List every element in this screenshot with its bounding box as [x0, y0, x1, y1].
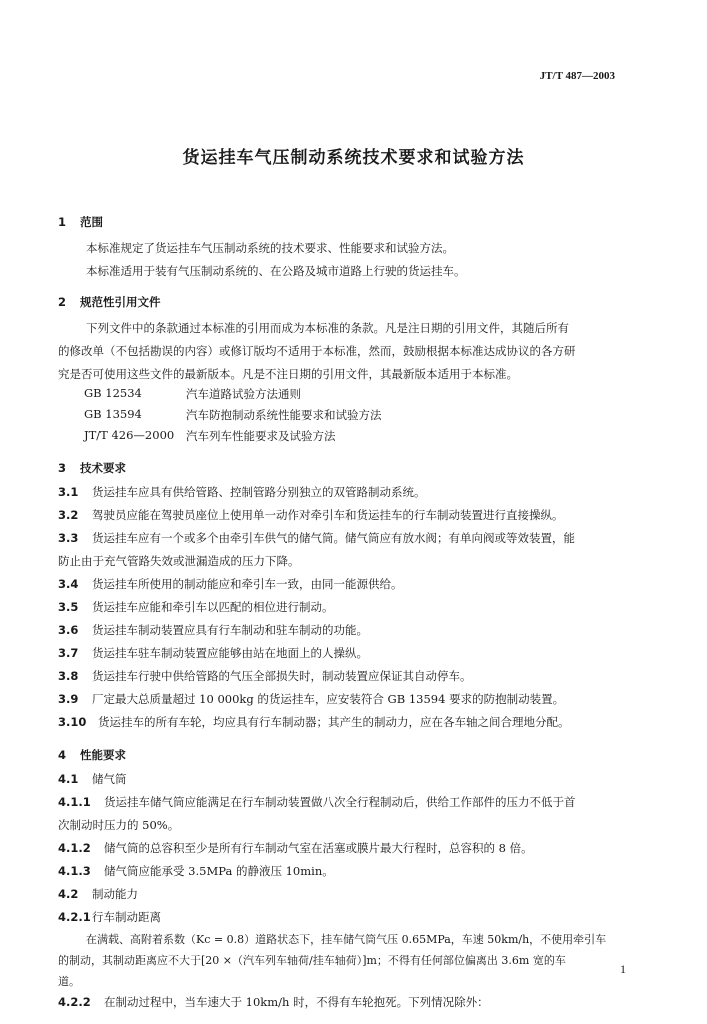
- paragraph: 本标准规定了货运挂车气压制动系统的技术要求、性能要求和试验方法。: [86, 241, 454, 255]
- clause-number: 3.5: [58, 600, 79, 614]
- subsection-heading: [58, 771, 127, 787]
- clause-text: 厂定最大总质量超过 10 000kg 的货运挂车，应安装符合 GB 13594 要求的防抱制动装置。: [92, 692, 565, 706]
- clause-item: [58, 507, 564, 523]
- clause-number: 3.6: [58, 623, 79, 637]
- clause-number: 4.2.2: [58, 995, 91, 1009]
- reference-item: [84, 428, 336, 443]
- paragraph-line: 究是否可使用这些文件的最新版本。凡是不注日期的引用文件，其最新版本适用于本标准。: [58, 367, 518, 381]
- paragraph-line: 下列文件中的条款通过本标准的引用而成为本标准的条款。凡是注日期的引用文件，其随后所有: [86, 321, 569, 335]
- reference-name: 汽车列车性能要求及试验方法: [186, 429, 336, 443]
- clause-number: 4.1.1: [58, 795, 91, 809]
- clause-number: 3.9: [58, 692, 79, 706]
- section-title: 性能要求: [80, 748, 126, 762]
- clause-number: 3.4: [58, 577, 79, 591]
- standard-number: JT/T 487—2003: [539, 70, 615, 82]
- clause-number: 4.1.3: [58, 864, 91, 878]
- paragraph-line: 在满载、高附着系数（Kc = 0.8）道路状态下，挂车储气筒气压 0.65MPa，车速 50km/h，不使用牵引车: [86, 933, 607, 946]
- reference-code: JT/T 426—2000: [84, 428, 175, 442]
- paragraph-line: 道。: [58, 975, 80, 988]
- reference-code: GB 13594: [84, 407, 142, 421]
- clause-number: 3.8: [58, 669, 79, 683]
- clause-text: 货运挂车应具有供给管路、控制管路分别独立的双管路制动系统。: [92, 485, 426, 499]
- clause-text: 在制动过程中，当车速大于 10km/h 时，不得有车轮抱死。下列情况除外：: [104, 995, 489, 1009]
- clause-number: 4.2: [58, 887, 79, 901]
- clause-item: [58, 576, 403, 592]
- reference-code: GB 12534: [84, 386, 142, 400]
- clause-text: 货运挂车制动装置应具有行车制动和驻车制动的功能。: [92, 623, 368, 637]
- reference-name: 汽车道路试验方法通则: [186, 387, 301, 401]
- page-number: 1: [620, 962, 626, 976]
- clause-item: [58, 794, 576, 810]
- section-3-heading: [58, 460, 126, 476]
- section-number: 4: [58, 748, 67, 762]
- clause-number: 3.1: [58, 485, 79, 499]
- clause-text: 驾驶员应能在驾驶员座位上使用单一动作对牵引车和货运挂车的行车制动装置进行直接操纵。: [92, 508, 564, 522]
- subsection-heading: [58, 886, 138, 902]
- clause-text: 货运挂车行驶中供给管路的气压全部损失时，制动装置应保证其自动停车。: [92, 669, 472, 683]
- clause-number: 4.1: [58, 772, 79, 786]
- subsection-heading: [58, 909, 161, 925]
- clause-number: 3.3: [58, 531, 79, 545]
- section-4-heading: [58, 747, 126, 763]
- section-2-heading: [58, 294, 161, 310]
- clause-text: 货运挂车所使用的制动能应和牵引车一致，由同一能源供给。: [92, 577, 403, 591]
- clause-text: 货运挂车应有一个或多个由牵引车供气的储气筒。储气筒应有放水阀；有单向阀或等效装置，能: [92, 531, 575, 545]
- clause-text: 货运挂车应能和牵引车以匹配的相位进行制动。: [92, 600, 334, 614]
- clause-item: [58, 863, 334, 879]
- subsection-title: 行车制动距离: [92, 910, 161, 924]
- section-1-heading: [58, 214, 103, 230]
- clause-item: [58, 714, 570, 730]
- section-number: 3: [58, 461, 67, 475]
- clause-item: [58, 622, 368, 638]
- clause-text: 货运挂车的所有车轮，均应具有行车制动器；其产生的制动力，应在各车轴之间合理地分配。: [98, 715, 570, 729]
- reference-item: [84, 386, 301, 401]
- section-number: 1: [58, 215, 67, 229]
- paragraph-line: 的制动，其制动距离应不大于[20 ×（汽车列车轴荷/挂车轴荷）]m；不得有任何部位偏离出 3.6m 宽的车: [58, 954, 566, 967]
- clause-number: 3.10: [58, 715, 87, 729]
- clause-item: [58, 840, 533, 856]
- subsection-title: 制动能力: [92, 887, 138, 901]
- document-title: 货运挂车气压制动系统技术要求和试验方法: [182, 148, 525, 168]
- clause-continuation: 次制动时压力的 50%。: [58, 818, 180, 832]
- subsection-title: 储气筒: [92, 772, 127, 786]
- clause-item: [58, 668, 472, 684]
- clause-item: [58, 691, 564, 707]
- paragraph-line: 的修改单（不包括勘误的内容）或修订版均不适用于本标准，然而，鼓励根据本标准达成协议的各方研: [58, 344, 576, 358]
- clause-text: 储气筒的总容积至少是所有行车制动气室在活塞或膜片最大行程时，总容积的 8 倍。: [104, 841, 533, 855]
- reference-name: 汽车防抱制动系统性能要求和试验方法: [186, 408, 382, 422]
- section-title: 规范性引用文件: [80, 295, 161, 309]
- section-number: 2: [58, 295, 67, 309]
- clause-text: 储气筒应能承受 3.5MPa 的静液压 10min。: [104, 864, 334, 878]
- clause-item: [58, 530, 575, 546]
- section-title: 技术要求: [80, 461, 126, 475]
- clause-number: 4.2.1: [58, 910, 91, 924]
- paragraph: 本标准适用于装有气压制动系统的、在公路及城市道路上行驶的货运挂车。: [86, 264, 466, 278]
- clause-number: 4.1.2: [58, 841, 91, 855]
- clause-number: 3.7: [58, 646, 79, 660]
- clause-continuation: 防止由于充气管路失效或泄漏造成的压力下降。: [58, 554, 300, 568]
- clause-item: [58, 484, 426, 500]
- clause-text: 货运挂车储气筒应能满足在行车制动装置做八次全行程制动后，供给工作部件的压力不低于首: [104, 795, 576, 809]
- clause-number: 3.2: [58, 508, 79, 522]
- clause-item: [58, 645, 368, 661]
- clause-text: 货运挂车驻车制动装置应能够由站在地面上的人操纵。: [92, 646, 368, 660]
- clause-item: [58, 599, 334, 615]
- reference-item: [84, 407, 382, 422]
- clause-item: [58, 994, 489, 1010]
- section-title: 范围: [80, 215, 103, 229]
